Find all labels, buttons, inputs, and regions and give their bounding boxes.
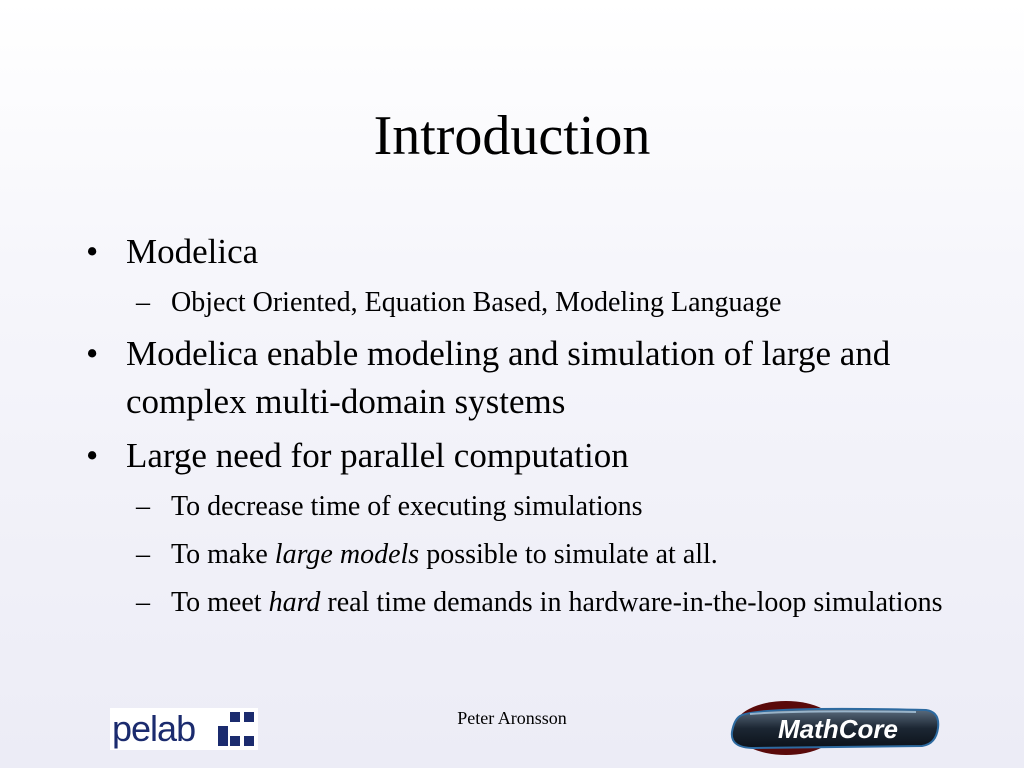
sub-bullet-text-part: possible to simulate at all. xyxy=(419,539,718,570)
sub-bullet-item xyxy=(86,582,946,624)
sub-bullet-dash: – xyxy=(136,491,150,522)
sub-bullet-emphasis: hard xyxy=(268,587,321,618)
bullet-text: Modelica enable modeling and simulation of large and complex multi-domain systems xyxy=(126,334,891,421)
sub-bullet-dash: – xyxy=(136,587,150,618)
mathcore-logo-text: MathCore xyxy=(778,714,898,744)
pelab-logo xyxy=(110,708,258,750)
sub-bullet-text: Object Oriented, Equation Based, Modeling Language xyxy=(171,287,782,318)
bullet-item xyxy=(86,432,946,480)
slide-title: Introduction xyxy=(373,105,651,167)
sub-bullet-item xyxy=(86,534,946,576)
sub-bullet-item xyxy=(86,486,946,528)
mathcore-logo xyxy=(726,700,940,756)
sub-bullet-text: To decrease time of executing simulations xyxy=(171,491,643,522)
sub-bullet-text-part: To meet xyxy=(171,587,269,618)
pelab-blocks-icon xyxy=(218,712,256,746)
bullet-dot: • xyxy=(86,436,99,475)
sub-bullet-dash: – xyxy=(136,287,150,318)
bullet-dot: • xyxy=(86,334,99,373)
pelab-logo-text: pelab xyxy=(112,708,196,749)
bullet-item xyxy=(86,330,946,426)
sub-bullet-item xyxy=(86,282,946,324)
sub-bullet-emphasis: large models xyxy=(274,539,420,570)
sub-bullet-text-part: To make xyxy=(171,539,275,570)
footer-author: Peter Aronsson xyxy=(457,708,567,728)
sub-bullet-dash: – xyxy=(136,539,150,570)
bullet-text: Large need for parallel computation xyxy=(126,436,629,475)
bullet-item xyxy=(86,228,946,276)
bullet-dot: • xyxy=(86,232,99,271)
slide-content xyxy=(86,228,946,630)
sub-bullet-text-part: real time demands in hardware-in-the-loop simulations xyxy=(320,587,943,618)
bullet-text: Modelica xyxy=(126,232,259,271)
